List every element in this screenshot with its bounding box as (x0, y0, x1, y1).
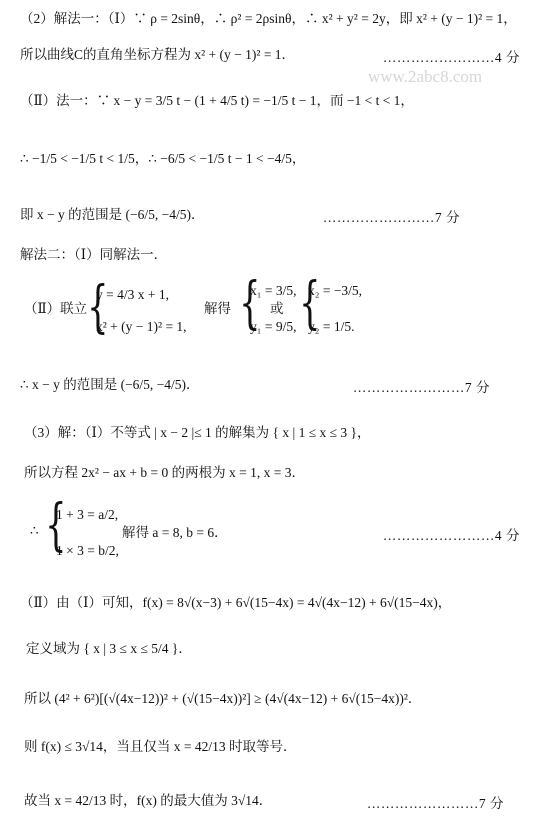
p3-therefore: ∴ (30, 523, 39, 538)
p2-system-1-eq-a: y = 4/3 x + 1, (96, 287, 169, 302)
p3-line-6-text: 所以 (4² + 6²)[(√(4x−12))² + (√(15−4x))²] ≥ (4√(4x−12) + 6√(15−4x))²． (24, 691, 422, 706)
p2-line-7-solve: 解得 (204, 301, 231, 316)
p2-score-7a: ……………………7 分 (322, 210, 460, 225)
p2-system-2-eq-b: y₁ = 9/5, (250, 319, 297, 334)
p3-line-6 (24, 690, 550, 708)
p3-line-1-text: （3）解：（Ⅰ）不等式 | x − 2 |≤ 1 的解集为 { x | 1 ≤ x ≤ 3 }， (24, 425, 371, 440)
p3-line-5-text: 定义域为 { x | 3 ≤ x ≤ 5/4 }． (26, 641, 192, 656)
p3-line-4 (20, 594, 550, 612)
p3-line-3-solve: 解得 a = 8, b = 6． (122, 525, 228, 540)
p3-score-7: ……………………7 分 (366, 796, 504, 811)
p3-system-eq-a: 1 + 3 = a/2, (56, 507, 119, 522)
p2-line-4-text: ∴ −1/5 < −1/5 t < 1/5，∴ −6/5 < −1/5 t − 1 < −4/5， (20, 151, 306, 166)
p2-line-6 (20, 246, 550, 264)
p2-score-7b: ……………………7 分 (352, 380, 490, 395)
p2-line-1 (20, 10, 550, 28)
p2-score-4: ……………………4 分 (382, 50, 520, 65)
p2-system-2-eq-a: x₁ = 3/5, (250, 283, 297, 298)
p2-line-7-or: 或 (270, 301, 284, 316)
p2-line-1-text: （2）解法一：（Ⅰ）∵ ρ = 2sinθ，∴ ρ² = 2ρsinθ，∴ x² + y² = 2y，即 x² + (y − 1)² = 1， (20, 11, 517, 26)
p3-line-5 (26, 640, 550, 658)
p3-line-7 (24, 738, 550, 756)
p2-line-4 (20, 150, 550, 168)
p3-line-4-text: （Ⅱ）由（Ⅰ）可知，f(x) = 8√(x−3) + 6√(15−4x) = 4√(4x−12) + 6√(15−4x)， (20, 595, 452, 610)
p3-line-8-text: 故当 x = 42/13 时，f(x) 的最大值为 3√14． (24, 793, 273, 808)
p2-line-6-text: 解法二：（Ⅰ）同解法一． (20, 247, 168, 262)
p3-line-1 (24, 424, 550, 442)
p2-system-3-eq-b: y₂ = 1/5. (308, 319, 355, 334)
p2-line-3-text: （Ⅱ）法一：∵ x − y = 3/5 t − (1 + 4/5 t) = −1/5 t − 1，而 −1 < t < 1， (20, 93, 414, 108)
left-brace-icon: { (45, 493, 67, 558)
watermark: www.2abc8.com (368, 67, 483, 86)
p2-line-5 (20, 206, 550, 224)
p3-line-2 (24, 464, 550, 482)
p2-line-3 (20, 92, 550, 110)
p2-line-8-text: ∴ x − y 的范围是 (−6/5, −4/5)． (20, 377, 200, 392)
p2-line-7-prefix: （Ⅱ）联立 (24, 301, 88, 316)
left-brace-icon: { (87, 275, 109, 340)
p2-line-5-text: 即 x − y 的范围是 (−6/5, −4/5)． (20, 207, 205, 222)
p3-line-2-text: 所以方程 2x² − ax + b = 0 的两根为 x = 1, x = 3． (24, 465, 305, 480)
p2-system-3-eq-a: x₂ = −3/5, (308, 283, 363, 298)
left-brace-icon: { (239, 271, 261, 336)
p2-system-1-eq-b: x² + (y − 1)² = 1, (96, 319, 187, 334)
left-brace-icon: { (299, 271, 321, 336)
p2-line-2-text: 所以曲线C的直角坐标方程为 x² + (y − 1)² = 1． (20, 47, 296, 62)
p3-system-eq-b: 1 × 3 = b/2, (56, 543, 119, 558)
p3-score-4: ……………………4 分 (382, 528, 520, 543)
p3-line-7-text: 则 f(x) ≤ 3√14，当且仅当 x = 42/13 时取等号． (24, 739, 297, 754)
